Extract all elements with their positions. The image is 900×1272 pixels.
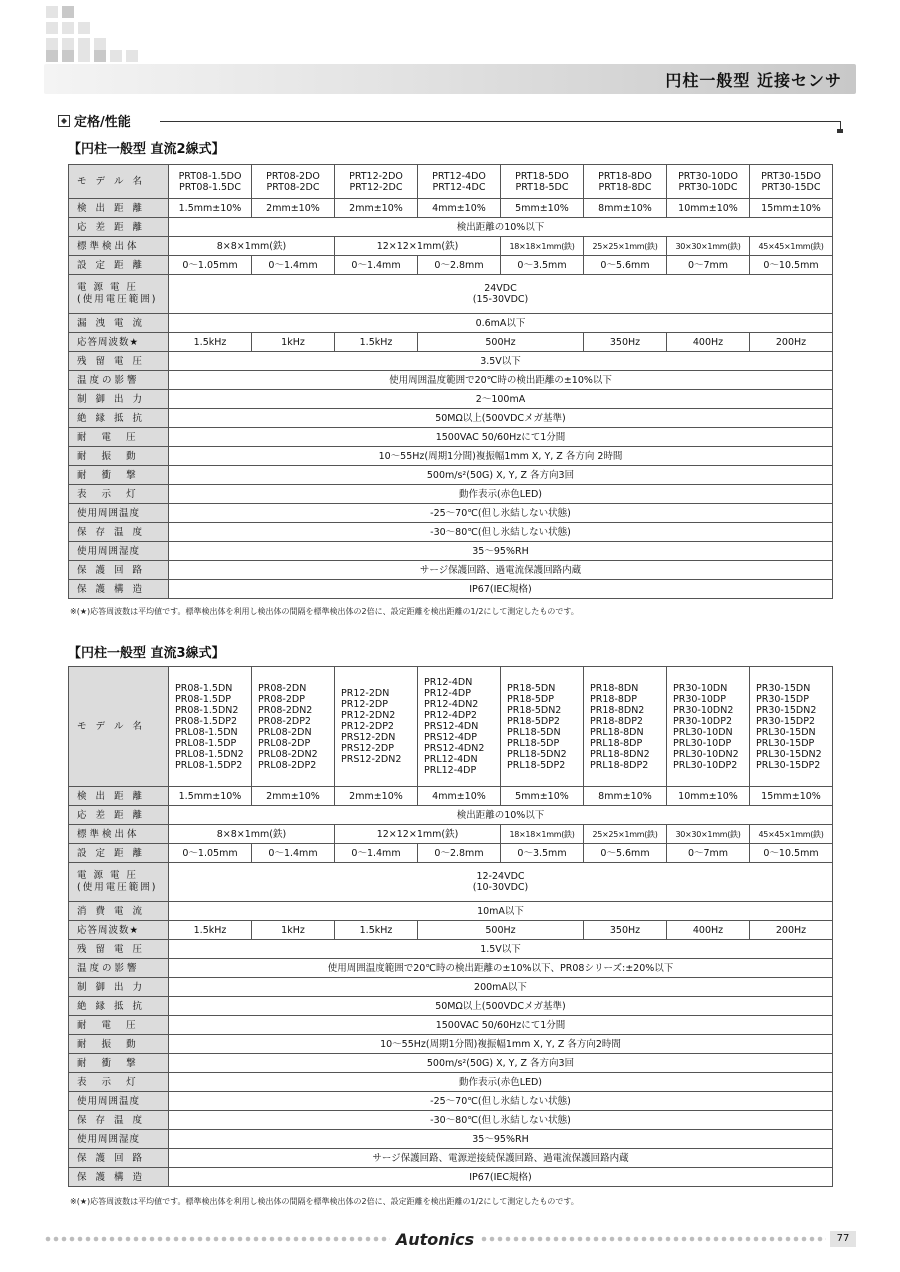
section-icon [58,115,70,127]
value-cell: 350Hz [584,333,667,352]
value-cell: 0～2.8mm [418,256,501,275]
page-number: 77 [830,1231,856,1247]
section-divider-mark [837,129,843,133]
value-cell: 24VDC (15-30VDC) [169,275,833,314]
value-cell: 18×18×1mm(鉄) [501,825,584,844]
value-cell: 検出距離の10%以下 [169,806,833,825]
value-cell: 25×25×1mm(鉄) [584,237,667,256]
row-label: 保 護 回 路 [69,561,169,580]
value-cell: 2～100mA [169,390,833,409]
footnote: ※(★)応答周波数は平均値です。標準検出体を利用し検出体の間隔を標準検出体の2倍に、設定距離を検出距離の1/2にして測定したものです。 [70,607,579,616]
table-row [69,256,833,275]
value-cell: 0～2.8mm [418,844,501,863]
value-cell: IP67(IEC規格) [169,580,833,599]
value-cell: 8mm±10% [584,199,667,218]
row-label: 制 御 出 力 [69,978,169,997]
model-cell: PR30-15DN PR30-15DP PR30-15DN2 PR30-15DP2 PRL30-15DN PRL30-15DP PRL30-15DN2 PRL30-15DP2 [750,667,833,787]
value-cell: 200Hz [750,333,833,352]
row-label: 検 出 距 離 [69,787,169,806]
model-cell: PR12-2DN PR12-2DP PR12-2DN2 PR12-2DP2 PRS12-2DN PRS12-2DP PRS12-2DN2 [335,667,418,787]
value-cell: 1kHz [252,333,335,352]
value-cell: 5mm±10% [501,199,584,218]
value-cell: 200Hz [750,921,833,940]
row-label: 表 示 灯 [69,485,169,504]
model-cell: PRT30-10DO PRT30-10DC [667,165,750,199]
value-cell: 動作表示(赤色LED) [169,1073,833,1092]
section-divider [160,121,840,122]
value-cell: -25～70℃(但し氷結しない状態) [169,504,833,523]
value-cell: 12×12×1mm(鉄) [335,237,501,256]
row-label: 温度の影響 [69,371,169,390]
value-cell: 0～1.4mm [335,844,418,863]
row-label: 保 存 温 度 [69,1111,169,1130]
model-cell: PR08-1.5DN PR08-1.5DP PR08-1.5DN2 PR08-1.5DP2 PRL08-1.5DN PRL08-1.5DP PRL08-1.5DN2 PRL08-1.5DP2 [169,667,252,787]
value-cell: 1500VAC 50/60Hzにて1分間 [169,1016,833,1035]
value-cell: 0～1.05mm [169,844,252,863]
row-label: 応答周波数★ [69,333,169,352]
value-cell: 0～3.5mm [501,844,584,863]
row-label: 電 源 電 圧 (使用電圧範囲) [69,863,169,902]
value-cell: 4mm±10% [418,787,501,806]
model-cell: PRT18-5DO PRT18-5DC [501,165,584,199]
value-cell: 0～7mm [667,844,750,863]
row-label: 使用周囲温度 [69,504,169,523]
value-cell: 500Hz [418,333,584,352]
value-cell: 10～55Hz(周期1分間)複振幅1mm X, Y, Z 各方向2時間 [169,1035,833,1054]
row-label: モ デ ル 名 [69,667,169,787]
model-cell: PRT12-2DO PRT12-2DC [335,165,418,199]
value-cell: -30～80℃(但し氷結しない状態) [169,523,833,542]
value-cell: 45×45×1mm(鉄) [750,237,833,256]
row-label: 応答周波数★ [69,921,169,940]
row-label: 絶 縁 抵 抗 [69,409,169,428]
value-cell: 使用周囲温度範囲で20℃時の検出距離の±10%以下、PR08シリーズ:±20%以下 [169,959,833,978]
row-label: 耐 電 圧 [69,428,169,447]
page-title: 円柱一般型 近接センサ [665,71,842,90]
value-cell: -25～70℃(但し氷結しない状態) [169,1092,833,1111]
model-cell: PRT30-15DO PRT30-15DC [750,165,833,199]
value-cell: 15mm±10% [750,787,833,806]
row-label: 使用周囲湿度 [69,542,169,561]
value-cell: 1.5V以下 [169,940,833,959]
table3-title: 【円柱一般型 直流3線式】 [68,646,225,661]
value-cell: 15mm±10% [750,199,833,218]
row-label: 標準検出体 [69,825,169,844]
brand-logo: Autonics [395,1229,475,1249]
row-label: 使用周囲温度 [69,1092,169,1111]
value-cell: 1.5kHz [335,921,418,940]
footnote: ※(★)応答周波数は平均値です。標準検出体を利用し検出体の間隔を標準検出体の2倍に、設定距離を検出距離の1/2にして測定したものです。 [70,1197,579,1206]
value-cell: 0～1.4mm [335,256,418,275]
table-row [69,165,833,199]
value-cell: -30～80℃(但し氷結しない状態) [169,1111,833,1130]
spec-table-2wire [68,164,833,599]
value-cell: 8×8×1mm(鉄) [169,825,335,844]
value-cell: 35～95%RH [169,542,833,561]
value-cell: サージ保護回路、過電流保護回路内蔵 [169,561,833,580]
row-label: 温度の影響 [69,959,169,978]
footer-dots-right [480,1236,826,1242]
value-cell: 50MΩ以上(500VDCメガ基準) [169,409,833,428]
value-cell: 0～10.5mm [750,256,833,275]
row-label: 設 定 距 離 [69,844,169,863]
value-cell: 0～1.4mm [252,844,335,863]
value-cell: 10～55Hz(周期1分間)複振幅1mm X, Y, Z 各方向 2時間 [169,447,833,466]
footer [44,1229,826,1249]
value-cell: 3.5V以下 [169,352,833,371]
value-cell: 400Hz [667,333,750,352]
row-label: 残 留 電 圧 [69,352,169,371]
table-row [69,787,833,806]
value-cell: 1.5kHz [169,333,252,352]
row-label: 保 護 構 造 [69,1168,169,1187]
value-cell: 使用周囲温度範囲で20℃時の検出距離の±10%以下 [169,371,833,390]
row-label: 応 差 距 離 [69,806,169,825]
row-label: モ デ ル 名 [69,165,169,199]
value-cell: IP67(IEC規格) [169,1168,833,1187]
value-cell: 30×30×1mm(鉄) [667,825,750,844]
value-cell: 500m/s²(50G) X, Y, Z 各方向3回 [169,1054,833,1073]
table-row [69,275,833,314]
table-row [69,218,833,237]
table-row [69,333,833,352]
value-cell: 2mm±10% [335,787,418,806]
row-label: 応 差 距 離 [69,218,169,237]
value-cell: 500Hz [418,921,584,940]
model-cell: PRT18-8DO PRT18-8DC [584,165,667,199]
value-cell: 2mm±10% [252,199,335,218]
value-cell: 10mm±10% [667,199,750,218]
value-cell: 検出距離の10%以下 [169,218,833,237]
row-label: 漏 洩 電 流 [69,314,169,333]
value-cell: 350Hz [584,921,667,940]
value-cell: 10mm±10% [667,787,750,806]
row-label: 耐 衝 撃 [69,1054,169,1073]
row-label: 消 費 電 流 [69,902,169,921]
value-cell: サージ保護回路、電源逆接続保護回路、過電流保護回路内蔵 [169,1149,833,1168]
value-cell: 0～1.05mm [169,256,252,275]
model-cell: PR12-4DN PR12-4DP PR12-4DN2 PR12-4DP2 PRS12-4DN PRS12-4DP PRS12-4DN2 PRL12-4DN PRL12-4DP [418,667,501,787]
value-cell: 25×25×1mm(鉄) [584,825,667,844]
table-row [69,667,833,787]
section-heading [58,111,131,130]
model-cell: PR08-2DN PR08-2DP PR08-2DN2 PR08-2DP2 PRL08-2DN PRL08-2DP PRL08-2DN2 PRL08-2DP2 [252,667,335,787]
title-banner [44,64,856,94]
spec-table-3wire [68,666,833,1187]
value-cell: 500m/s²(50G) X, Y, Z 各方向3回 [169,466,833,485]
value-cell: 18×18×1mm(鉄) [501,237,584,256]
model-cell: PRT08-2DO PRT08-2DC [252,165,335,199]
value-cell: 1kHz [252,921,335,940]
row-label: 耐 振 動 [69,447,169,466]
model-cell: PRT12-4DO PRT12-4DC [418,165,501,199]
value-cell: 0～5.6mm [584,844,667,863]
table-row [69,237,833,256]
value-cell: 45×45×1mm(鉄) [750,825,833,844]
row-label: 電 源 電 圧 (使用電圧範囲) [69,275,169,314]
table2-title: 【円柱一般型 直流2線式】 [68,142,225,157]
value-cell: 動作表示(赤色LED) [169,485,833,504]
value-cell: 0～7mm [667,256,750,275]
value-cell: 2mm±10% [335,199,418,218]
value-cell: 0～3.5mm [501,256,584,275]
footer-dots-left [44,1236,390,1242]
value-cell: 12-24VDC (10-30VDC) [169,863,833,902]
value-cell: 8mm±10% [584,787,667,806]
value-cell: 5mm±10% [501,787,584,806]
value-cell: 1.5mm±10% [169,787,252,806]
value-cell: 10mA以下 [169,902,833,921]
value-cell: 0.6mA以下 [169,314,833,333]
row-label: 残 留 電 圧 [69,940,169,959]
model-cell: PR30-10DN PR30-10DP PR30-10DN2 PR30-10DP2 PRL30-10DN PRL30-10DP PRL30-10DN2 PRL30-10DP2 [667,667,750,787]
model-cell: PR18-5DN PR18-5DP PR18-5DN2 PR18-5DP2 PRL18-5DN PRL18-5DP PRL18-5DN2 PRL18-5DP2 [501,667,584,787]
value-cell: 0～5.6mm [584,256,667,275]
table-row [69,199,833,218]
value-cell: 1.5kHz [335,333,418,352]
value-cell: 0～1.4mm [252,256,335,275]
row-label: 耐 衝 撃 [69,466,169,485]
row-label: 耐 振 動 [69,1035,169,1054]
value-cell: 200mA以下 [169,978,833,997]
row-label: 保 護 構 造 [69,580,169,599]
row-label: 設 定 距 離 [69,256,169,275]
value-cell: 4mm±10% [418,199,501,218]
section-title: 定格/性能 [74,115,131,130]
value-cell: 1500VAC 50/60Hzにて1分間 [169,428,833,447]
row-label: 保 存 温 度 [69,523,169,542]
value-cell: 0～10.5mm [750,844,833,863]
value-cell: 1.5mm±10% [169,199,252,218]
table-row [69,314,833,333]
row-label: 標準検出体 [69,237,169,256]
value-cell: 50MΩ以上(500VDCメガ基準) [169,997,833,1016]
value-cell: 30×30×1mm(鉄) [667,237,750,256]
row-label: 制 御 出 力 [69,390,169,409]
row-label: 保 護 回 路 [69,1149,169,1168]
model-cell: PRT08-1.5DO PRT08-1.5DC [169,165,252,199]
row-label: 耐 電 圧 [69,1016,169,1035]
row-label: 検 出 距 離 [69,199,169,218]
value-cell: 400Hz [667,921,750,940]
row-label: 絶 縁 抵 抗 [69,997,169,1016]
model-cell: PR18-8DN PR18-8DP PR18-8DN2 PR18-8DP2 PRL18-8DN PRL18-8DP PRL18-8DN2 PRL18-8DP2 [584,667,667,787]
value-cell: 2mm±10% [252,787,335,806]
value-cell: 8×8×1mm(鉄) [169,237,335,256]
value-cell: 35～95%RH [169,1130,833,1149]
row-label: 使用周囲湿度 [69,1130,169,1149]
row-label: 表 示 灯 [69,1073,169,1092]
value-cell: 1.5kHz [169,921,252,940]
value-cell: 12×12×1mm(鉄) [335,825,501,844]
